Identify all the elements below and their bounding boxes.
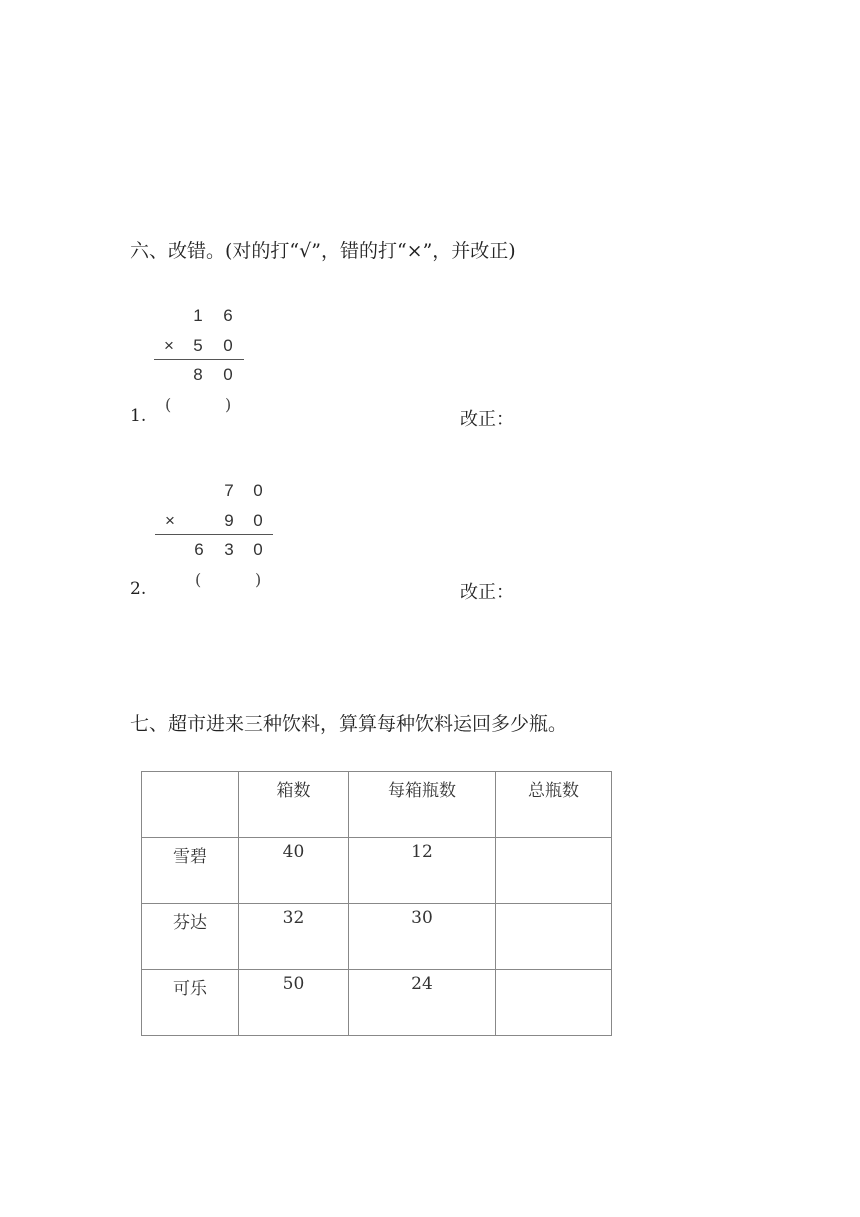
table-cell: 24 [349, 970, 496, 1036]
p1-digit: 0 [223, 336, 233, 355]
answer-paren-close: ) [225, 395, 232, 414]
correction-label: 改正： [460, 582, 514, 603]
p1-digit: 6 [223, 306, 233, 325]
table-cell: 50 [239, 970, 349, 1036]
answer-paren-close: ) [255, 570, 262, 589]
table-header-cell: 箱数 [239, 772, 349, 838]
problem-number: 2. [130, 579, 147, 599]
answer-cell[interactable] [496, 904, 612, 970]
p2-digit: 0 [253, 481, 263, 500]
answer-paren-open: ( [165, 395, 172, 414]
p2-digit: 6 [194, 540, 204, 559]
section-7-heading: 七、超市进来三种饮料，算算每种饮料运回多少瓶。 [130, 713, 568, 735]
p1-result-line [154, 359, 244, 360]
multiply-sign: × [164, 336, 174, 355]
table-cell: 12 [349, 838, 496, 904]
p1-digit: 8 [193, 365, 203, 384]
table-header-cell: 每箱瓶数 [349, 772, 496, 838]
p2-digit: 0 [253, 540, 263, 559]
p2-digit: 3 [224, 540, 234, 559]
drinks-table [141, 771, 612, 1036]
table-header-cell: 总瓶数 [496, 772, 612, 838]
table-cell: 40 [239, 838, 349, 904]
table-cell: 32 [239, 904, 349, 970]
p1-digit: 1 [193, 306, 203, 325]
table-row [142, 970, 612, 1036]
table-row [142, 838, 612, 904]
table-cell: 30 [349, 904, 496, 970]
problem-number: 1. [130, 406, 147, 426]
answer-paren-open: ( [195, 570, 202, 589]
table-header-row [142, 772, 612, 838]
table-cell: 可乐 [142, 970, 239, 1036]
section-6-heading: 六、改错。(对的打“√”，错的打“×”，并改正) [130, 240, 516, 262]
p1-digit: 5 [193, 336, 203, 355]
multiply-sign: × [165, 511, 175, 530]
correction-label: 改正： [460, 409, 514, 430]
answer-cell[interactable] [496, 838, 612, 904]
answer-cell[interactable] [496, 970, 612, 1036]
p1-digit: 0 [223, 365, 233, 384]
p2-result-line [155, 534, 273, 535]
table-cell: 雪碧 [142, 838, 239, 904]
table-cell: 芬达 [142, 904, 239, 970]
p2-digit: 7 [224, 481, 234, 500]
p2-digit: 0 [253, 511, 263, 530]
p2-digit: 9 [224, 511, 234, 530]
table-row [142, 904, 612, 970]
table-header-cell [142, 772, 239, 838]
